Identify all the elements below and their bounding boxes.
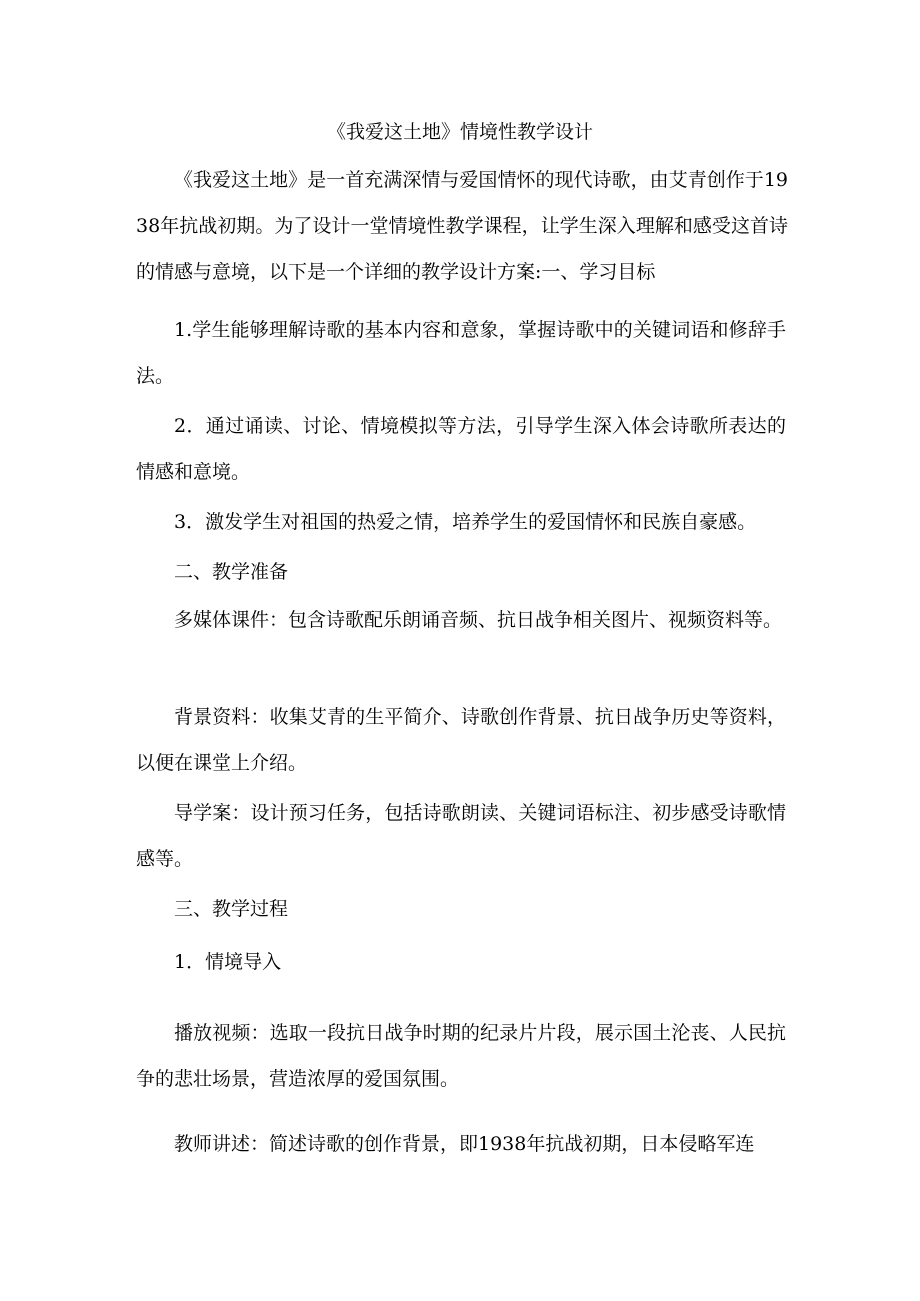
step-1-heading: 1．情境导入 — [174, 951, 282, 973]
objective-1-paragraph: 1.学生能够理解诗歌的基本内容和意象，掌握诗歌中的关键词语和修辞手法。 — [136, 319, 786, 387]
background-paragraph: 背景资料：收集艾青的生平简介、诗歌创作背景、抗日战争历史等资料，以便在课堂上介绍。 — [136, 706, 786, 774]
section-heading-preparation: 二、教学准备 — [174, 561, 289, 583]
multimedia-paragraph: 多媒体课件：包含诗歌配乐朗诵音频、抗日战争相关图片、视频资料等。 — [174, 609, 783, 631]
objective-2-paragraph: 2．通过诵读、讨论、情境模拟等方法，引导学生深入体会诗歌所表达的情感和意境。 — [136, 415, 786, 483]
section-heading-process: 三、教学过程 — [174, 898, 289, 920]
study-guide-paragraph: 导学案：设计预习任务，包括诗歌朗读、关键词语标注、初步感受诗歌情感等。 — [136, 802, 786, 870]
teacher-narration-paragraph: 教师讲述：简述诗歌的创作背景，即1938年抗战初期，日本侵略军连 — [174, 1133, 755, 1155]
video-paragraph: 播放视频：选取一段抗日战争时期的纪录片片段，展示国土沦丧、人民抗争的悲壮场景，营造浓厚的爱国氛围。 — [136, 1022, 786, 1090]
objective-3-paragraph: 3．激发学生对祖国的热爱之情，培养学生的爱国情怀和民族自豪感。 — [174, 511, 757, 533]
document-title: 《我爱这土地》情境性教学设计 — [326, 121, 593, 143]
intro-paragraph: 《我爱这土地》是一首充满深情与爱国情怀的现代诗歌，由艾青创作于1938年抗战初期。为了设计一堂情境性教学课程，让学生深入理解和感受这首诗的情感与意境，以下是一个详细的教学设计方案:一、学习目标 — [136, 169, 788, 283]
